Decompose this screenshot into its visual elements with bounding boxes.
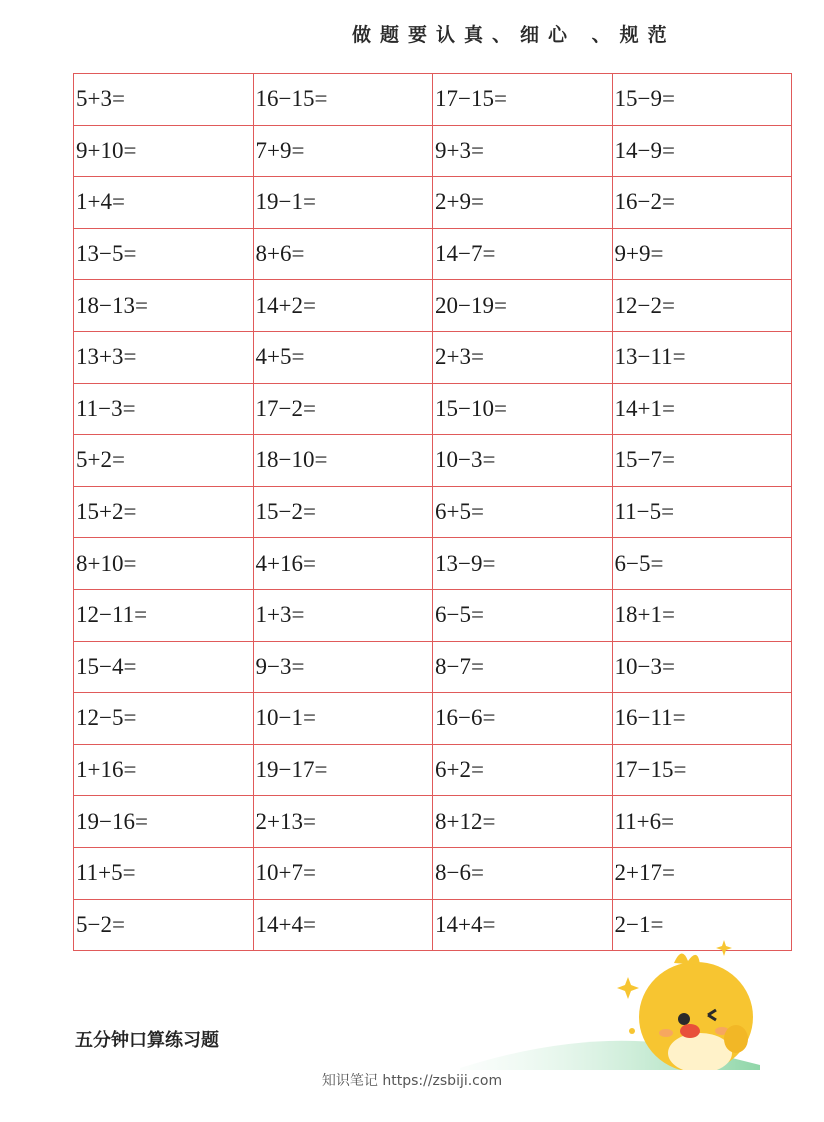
problem-cell: 17−15= [612,744,792,796]
problem-cell: 14−7= [433,228,613,280]
problem-cell: 13−9= [433,538,613,590]
problem-cell: 15+2= [74,486,254,538]
problem-row [74,589,792,641]
problem-cell: 18+1= [612,589,792,641]
problem-cell: 16−2= [612,177,792,229]
problem-cell: 13+3= [74,331,254,383]
problem-cell: 19−16= [74,796,254,848]
problem-cell: 5+2= [74,435,254,487]
problem-cell: 19−17= [253,744,433,796]
problem-cell: 14−9= [612,125,792,177]
problem-cell: 2+13= [253,796,433,848]
problem-cell: 2−1= [612,899,792,951]
problem-cell: 16−15= [253,74,433,126]
problem-cell: 1+4= [74,177,254,229]
problem-cell: 9+3= [433,125,613,177]
problem-cell: 11+6= [612,796,792,848]
problem-cell: 12−11= [74,589,254,641]
problem-row [74,383,792,435]
problem-cell: 19−1= [253,177,433,229]
problem-cell: 9−3= [253,641,433,693]
problem-cell: 10−3= [433,435,613,487]
chick-mascot [460,935,760,1070]
problem-cell: 14+4= [253,899,433,951]
problem-cell: 4+16= [253,538,433,590]
problem-cell: 6+5= [433,486,613,538]
problem-cell: 20−19= [433,280,613,332]
problem-row [74,538,792,590]
problem-row [74,796,792,848]
problem-cell: 14+1= [612,383,792,435]
problem-cell: 12−5= [74,693,254,745]
problem-cell: 2+9= [433,177,613,229]
problem-cell: 11+5= [74,847,254,899]
problem-row [74,693,792,745]
problem-cell: 14+4= [433,899,613,951]
problem-cell: 5−2= [74,899,254,951]
problem-cell: 18−10= [253,435,433,487]
problem-cell: 9+10= [74,125,254,177]
problem-cell: 1+3= [253,589,433,641]
sparkle-icon [716,940,732,956]
source-watermark: 知识笔记 https://zsbiji.com [321,1073,503,1089]
problem-cell: 10−3= [612,641,792,693]
problem-cell: 6−5= [433,589,613,641]
problem-cell: 12−2= [612,280,792,332]
problem-cell: 15−2= [253,486,433,538]
problem-row [74,177,792,229]
problem-cell: 15−7= [612,435,792,487]
problem-row [74,280,792,332]
problem-cell: 2+3= [433,331,613,383]
problem-cell: 6+2= [433,744,613,796]
problem-cell: 7+9= [253,125,433,177]
problem-cell: 18−13= [74,280,254,332]
problem-cell: 16−6= [433,693,613,745]
problem-cell: 8+10= [74,538,254,590]
problem-cell: 17−2= [253,383,433,435]
problem-cell: 2+17= [612,847,792,899]
problem-cell: 15−10= [433,383,613,435]
problem-row [74,228,792,280]
problem-row [74,641,792,693]
problem-cell: 8+12= [433,796,613,848]
problem-row [74,486,792,538]
problem-cell: 8−7= [433,641,613,693]
sparkle-icon [617,977,639,999]
problem-cell: 10+7= [253,847,433,899]
problem-cell: 16−11= [612,693,792,745]
problem-cell: 8+6= [253,228,433,280]
footer-title: 五分钟口算练习题 [75,1030,219,1051]
problem-row [74,125,792,177]
problem-row [74,331,792,383]
problem-cell: 15−4= [74,641,254,693]
problem-row [74,744,792,796]
problem-row [74,74,792,126]
problem-cell: 10−1= [253,693,433,745]
problem-grid [73,73,792,951]
problem-cell: 13−11= [612,331,792,383]
problem-cell: 6−5= [612,538,792,590]
problem-cell: 1+16= [74,744,254,796]
problem-cell: 15−9= [612,74,792,126]
problem-cell: 11−5= [612,486,792,538]
problem-cell: 14+2= [253,280,433,332]
problem-cell: 9+9= [612,228,792,280]
problem-cell: 8−6= [433,847,613,899]
header-motto: 做题要认真、细心 、规范 [352,24,676,46]
problem-cell: 5+3= [74,74,254,126]
problem-row [74,435,792,487]
problem-row [74,847,792,899]
problem-cell: 4+5= [253,331,433,383]
problem-cell: 13−5= [74,228,254,280]
problem-cell: 17−15= [433,74,613,126]
problem-cell: 11−3= [74,383,254,435]
